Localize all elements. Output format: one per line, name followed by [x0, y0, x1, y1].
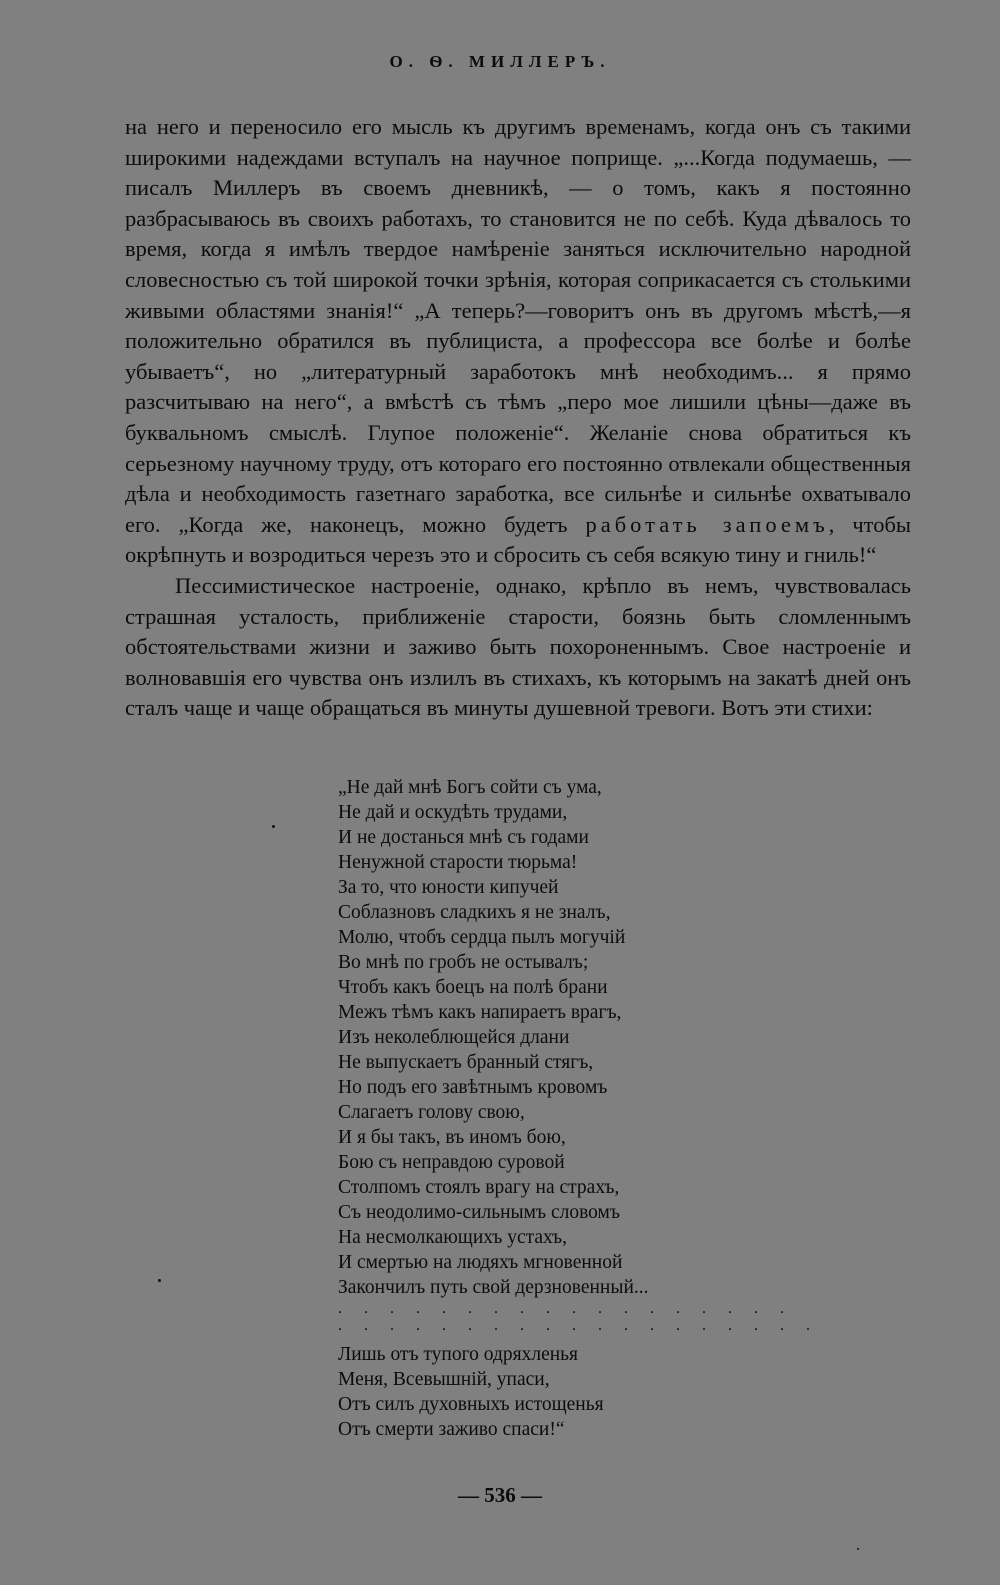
poem-line: Не выпускаетъ бранный стягъ,	[338, 1052, 594, 1073]
print-speck	[857, 1548, 859, 1550]
poem-line: На несмолкающихъ устахъ,	[338, 1227, 568, 1248]
poem-ellipsis-row-1: . . . . . . . . . . . . . . . . . .	[338, 1300, 793, 1317]
poem-line: Но подъ его завѣтнымъ кровомъ	[338, 1077, 608, 1098]
print-speck	[158, 1279, 161, 1282]
poem-line: Слагаетъ голову свою,	[338, 1102, 525, 1123]
poem-line: „Не дай мнѣ Богъ сойти съ ума,	[338, 777, 602, 798]
spaced-emphasis: работать запоемъ	[585, 511, 829, 537]
poem-line: И я бы такъ, въ иномъ бою,	[338, 1127, 566, 1148]
poem-line: Столпомъ стоялъ врагу на страхъ,	[338, 1177, 620, 1198]
poem-line: Бою съ неправдою суровой	[338, 1152, 565, 1173]
poem-line: Во мнѣ по гробъ не остывалъ;	[338, 952, 589, 973]
poem-line: Молю, чтобъ сердца пылъ могучій	[338, 927, 626, 948]
print-speck	[272, 825, 275, 828]
paragraph-1	[125, 112, 911, 571]
poem-line: Отъ смерти заживо спаси!“	[338, 1419, 565, 1440]
poem-line: Меня, Всевышній, упаси,	[338, 1369, 550, 1390]
poem-line: Ненужной старости тюрьма!	[338, 852, 578, 873]
poem-line: Соблазновъ сладкихъ я не зналъ,	[338, 902, 611, 923]
poem-line: Межъ тѣмъ какъ напираетъ врагъ,	[338, 1002, 622, 1023]
poem-line: Чтобъ какъ боецъ на полѣ брани	[338, 977, 608, 998]
running-header: О. Ѳ. МИЛЛЕРЪ.	[389, 52, 611, 71]
poem-line: И не достанься мнѣ съ годами	[338, 827, 589, 848]
poem-line: Съ неодолимо-сильнымъ словомъ	[338, 1202, 620, 1223]
poem-stanza-1	[338, 775, 819, 1300]
paragraph-1-ending: , чтобы окрѣпнуть и возродиться черезъ это и сбросить съ себя всякую тину и гниль!“	[125, 511, 912, 568]
paragraph-1-text: на него и переносило его мысль къ другимъ временамъ, когда онъ съ такими широкими надеждами вступалъ на научное поприще. „...Когда подумаешь, — писалъ Миллеръ въ своемъ дневникѣ, — о томъ, какъ я постоянно разбрасываюсь въ своихъ работахъ, то становится не по себѣ. Куда дѣвалось то время, когда я имѣлъ твердое намѣреніе заняться исключительно народной словесностью съ той широкой точки зрѣнія, которая соприкасается съ столькими живыми областями знанія!“ „А теперь?—говоритъ онъ въ другомъ мѣстѣ,—я положительно обратился въ публициста, а профессора все болѣе и болѣе убываетъ“, но „литературный заработокъ мнѣ необходимъ... я прямо разсчитываю на него“, а вмѣстѣ съ тѣмъ „перо мое лишили цѣны—даже въ буквальномъ смыслѣ. Глупое положеніе“. Желаніе снова обратиться къ серьезному научному труду, отъ котораго его постоянно отвлекали общественныя дѣла и необходимость газетнаго заработка, все сильнѣе и сильнѣе охватывало его. „Когда же, наконецъ, можно будетъ	[125, 114, 911, 537]
paragraph-2: Пессимистическое настроеніе, однако, крѣпло въ немъ, чувствовалась страшная усталость, приближеніе старости, боязнь быть сломленнымъ обстоятельствами жизни и заживо быть похороненнымъ. Свое настроеніе и волновавшія его чувства онъ излилъ въ стихахъ, къ которымъ на закатѣ дней онъ сталъ чаще и чаще обращаться въ минуты душевной тревоги. Вотъ эти стихи:	[125, 572, 911, 721]
poem-line: Закончилъ путь свой дерзновенный...	[338, 1277, 649, 1298]
poem	[338, 775, 819, 1442]
poem-line: Отъ силъ духовныхъ истощенья	[338, 1394, 604, 1415]
poem-ellipsis-row-2: . . . . . . . . . . . . . . . . . . .	[338, 1317, 819, 1334]
poem-line: За то, что юности кипучей	[338, 877, 559, 898]
page-number: — 536 —	[458, 1483, 542, 1507]
poem-line: Изъ неколеблющейся длани	[338, 1027, 570, 1048]
poem-line: Лишь отъ тупого одряхленья	[338, 1344, 579, 1365]
poem-stanza-2	[338, 1342, 819, 1442]
poem-line: И смертью на людяхъ мгновенной	[338, 1252, 623, 1273]
body-text	[125, 112, 911, 724]
poem-line: Не дай и оскудѣть трудами,	[338, 802, 568, 823]
